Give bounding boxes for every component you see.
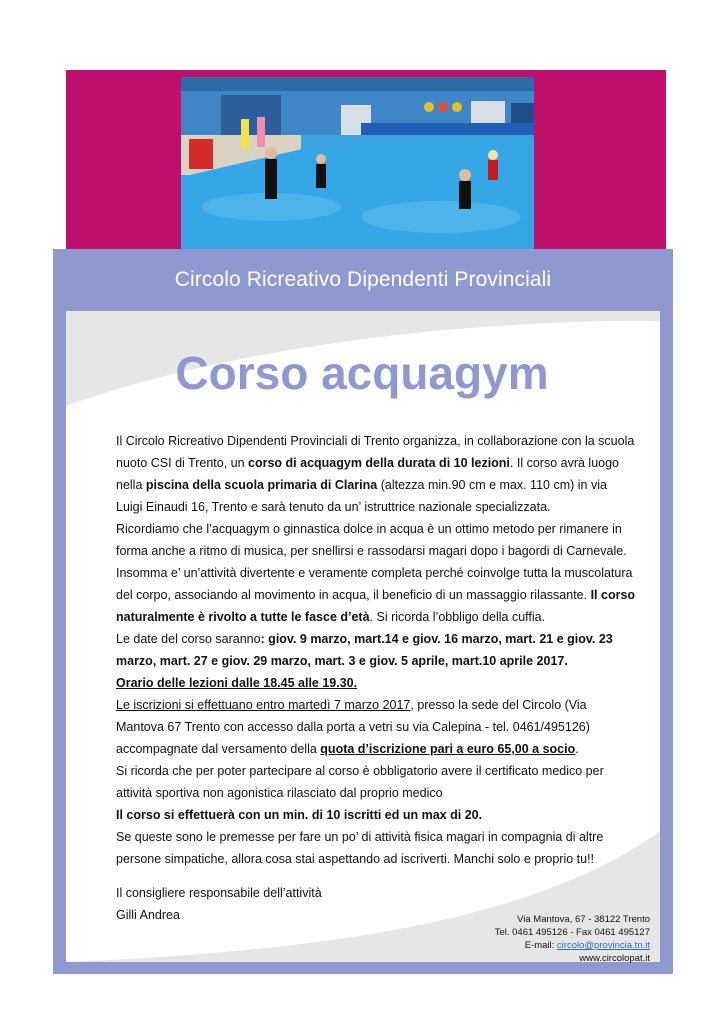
footer-phone: Tel. 0461 495126 - Fax 0461 495127 [494,927,650,938]
paragraph-activity: Insomma e’ un’attività divertente e veramente completa perché coinvolge tutta la muscolatura del corpo, associando al movimento in acqua, il beneficio di un massaggio rilassante. Il corso naturalmente è rivolto a tutte le fasce d’età. Si ricorda l’obbligo della cuffia. [116,566,636,624]
paragraph-intro: Il Circolo Ricreativo Dipendenti Provinciali di Trento organizza, in collaborazione con la scuola nuoto CSI di Trento, un corso di acquagym della durata di 10 lezioni. Il corso avrà luogo nella piscina della scuola primaria di Clarina (altezza min.90 cm e max. 110 cm) in via Luigi Einaudi 16, Trento e sarà tenuto da un’ istruttrice nazionale specializzata. [116,434,635,514]
email-link[interactable]: circolo@provincia.tn.it [556,940,650,951]
pool-photo [181,77,534,249]
footer-address: Via Mantova, 67 - 38122 Trento [517,914,650,925]
paragraph-dates: Le date del corso saranno: giov. 9 marzo, mart.14 e giov. 16 marzo, mart. 21 e giov. 23 marzo, mart. 27 e giov. 29 marzo, mart. 3 e giov. 5 aprile, mart.10 aprile 2017. [116,632,613,668]
paragraph-registration: Le iscrizioni si effettuano entro martedì 7 marzo 2017, presso la sede del Circolo (Via Mantova 67 Trento con accesso dalla porta a vetri su via Calepina - tel. 0461/495126) accompagnate dal versamento della quota d’iscrizione pari a euro 65,00 a socio. [116,698,590,756]
footer-website: www.circolopat.it [579,953,650,964]
contact-footer [390,913,650,965]
paragraph-medical: Si ricorda che per poter partecipare al corso è obbligatorio avere il certificato medico per attività sportiva non agonistica rilasciato dal proprio medico [116,764,604,800]
body-text [116,430,636,926]
footer-email-line: E-mail: circolo@provincia.tn.it [524,940,650,951]
paragraph-capacity: Il corso si effettuerà con un min. di 10 iscritti ed un max di 20. [116,808,483,822]
paragraph-schedule: Orario delle lezioni dalle 18.45 alle 19.30. [116,676,358,690]
signature-name: Gilli Andrea [116,908,180,922]
page-title: Corso acquagym [175,347,549,399]
signature-role: Il consigliere responsabile dell’attività [116,886,322,900]
organization-name: Circolo Ricreativo Dipendenti Provinciali [174,268,552,291]
paragraph-closing: Se queste sono le premesse per fare un po’ di attività fisica magari in compagnia di altre persone simpatiche, allora cosa stai aspettando ad iscriverti. Manchi solo e proprio tu!! [116,830,604,866]
paragraph-benefits: Ricordiamo che l’acquagym o ginnastica dolce in acqua è un ottimo metodo per rimanere in forma anche a ritmo di musica, per snellirsi e rassodarsi magari dopo i bagordi di Carnevale. [116,522,627,558]
